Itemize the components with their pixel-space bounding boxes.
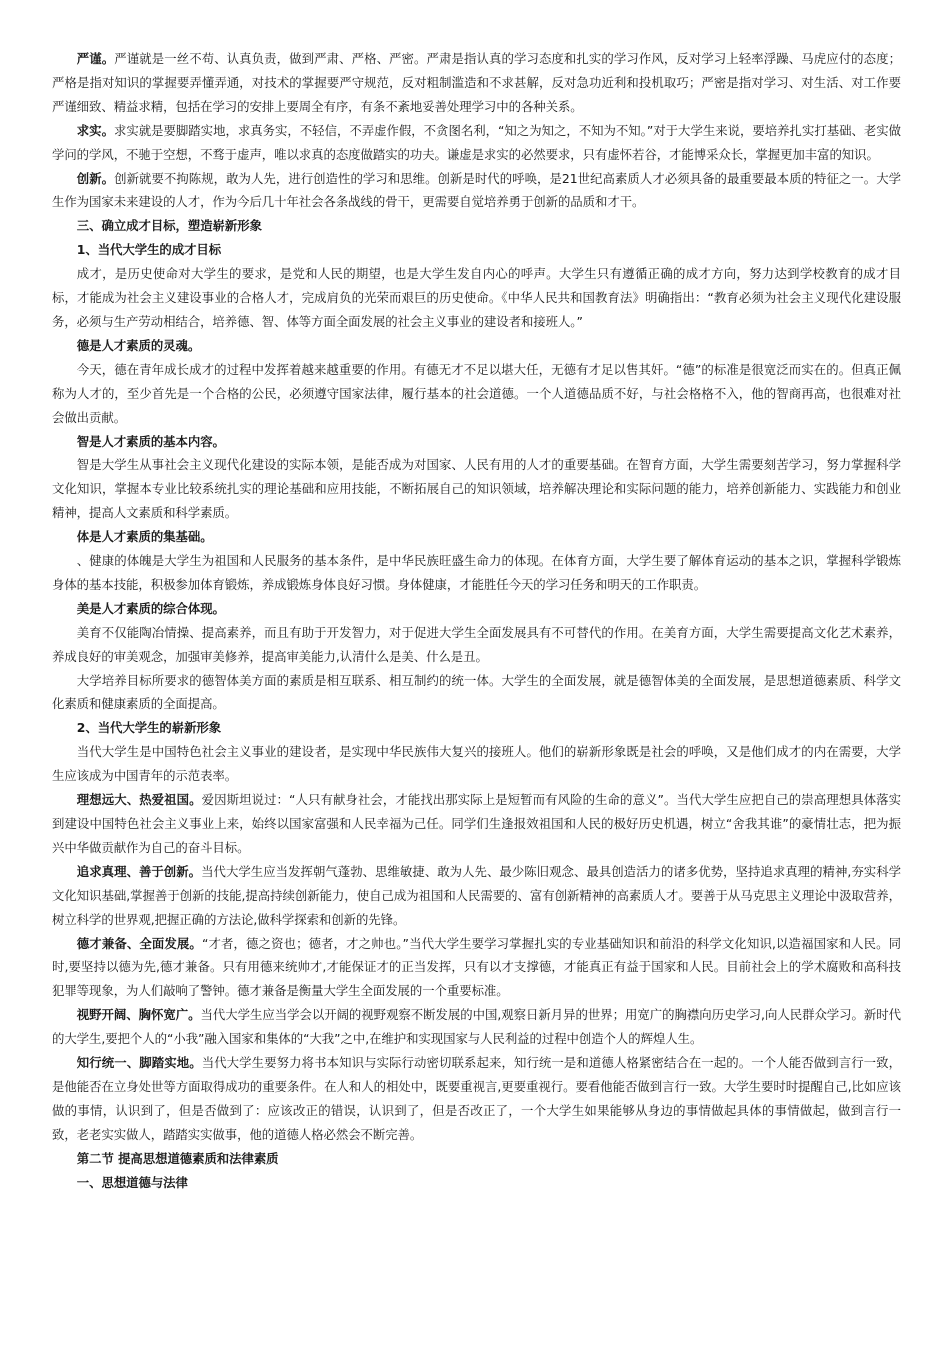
- paragraph-text: 严谨就是一丝不苟、认真负责，做到严肃、严格、严密。严肃是指认真的学习态度和扎实的学习作风，反对学习上轻率浮躁、马虎应付的态度；严格是指对知识的掌握要弄懂弄通，对技术的掌握要严守规范，反对粗制滥造和不求甚解，反对急功近利和投机取巧；严密是指对学习、对生活、对工作要严谨细致、精益求精，包括在学习的安排上要周全有序，有条不紊地妥善处理学习中的各种关系。: [52, 51, 901, 114]
- section-heading-goals: 三、确立成才目标，塑造崭新形象: [76, 218, 262, 234]
- subheading-zhi: 智是人才素质的基本内容。: [76, 433, 225, 449]
- term-shiye: 视野开阔、胸怀宽广。: [76, 1007, 201, 1023]
- paragraph-text: 爱因斯坦说过：“人只有献身社会，才能找出那实际上是短暂而有风险的生命的意义”。当代大学生应把自己的崇高理想具体落实到建设中国特色社会主义事业上来，始终以国家富强和人民幸福为己任。同学们生逢报效祖国和人民的极好历史机遇，树立“舍我其谁”的豪情壮志，把为振兴中华做贡献作为自己的奋斗目标。: [52, 792, 901, 855]
- term-zhenli: 追求真理、善于创新。: [76, 863, 202, 879]
- paragraph-chuangxin: [52, 167, 901, 215]
- paragraph-de: 今天，德在青年成长成才的过程中发挥着越来越重要的作用。有德无才不足以堪大任，无德有才足以售其奸。“德”的标准是很宽泛而实在的。但真正佩称为人才的，至少首先是一个合格的公民，必须遵守国家法律，履行基本的社会道德。一个人道德品质不好，与社会格格不入，他的智商再高，也很难对社会做出贡献。: [52, 361, 901, 425]
- paragraph-zhixing: [52, 1051, 901, 1147]
- paragraph-decai: [52, 932, 901, 1004]
- subheading-de: 德是人才素质的灵魂。: [76, 337, 201, 353]
- paragraph-zhenli: [52, 860, 901, 932]
- subheading-new-image: 2、当代大学生的崭新形象: [76, 720, 222, 736]
- term-qiushi: 求实。: [76, 122, 114, 138]
- paragraph-text: 当代大学生应当学会以开阔的视野观察不断发展的中国,观察日新月异的世界；用宽广的胸襟向历史学习,向人民群众学习。新时代的大学生,要把个人的“小我”融入国家和集体的“大我”之中,在维护和实现国家与人民利益的过程中创造个人的辉煌人生。: [52, 1007, 902, 1047]
- paragraph-zhi: 智是大学生从事社会主义现代化建设的实际本领，是能否成为对国家、人民有用的人才的重要基础。在智育方面，大学生需要刻苦学习，努力掌握科学文化知识，掌握本专业比较系统扎实的理论基础和应用技能，不断拓展自己的知识领域，培养解决理论和实际问题的能力，培养创新能力、实践能力和创业精神，提高人文素质和科学素质。: [52, 457, 901, 521]
- term-zhixing: 知行统一、脚踏实地。: [76, 1055, 202, 1071]
- paragraph-text: 求实就是要脚踏实地，求真务实，不轻信，不弄虚作假，不贪图名利，“知之为知之，不知为不知。”对于大学生来说，要培养扎实打基础、老实做学问的学风，不驰于空想，不骛于虚声，唯以求真的态度做踏实的功夫。谦虚是求实的必然要求，只有虚怀若谷，才能博采众长，掌握更加丰富的知识。: [52, 122, 901, 162]
- term-lixiang: 理想远大、热爱祖国。: [76, 792, 202, 808]
- paragraph-ti: 、健康的体魄是大学生为祖国和人民服务的基本条件，是中华民族旺盛生命力的体现。在体育方面，大学生要了解体育运动的基本之识，掌握科学锻炼身体的基本技能，积极参加体育锻炼，养成锻炼身体良好习惯。身体健康，才能胜任今天的学习任务和明天的工作职责。: [52, 553, 901, 592]
- paragraph-text: 当代大学生应当发挥朝气蓬勃、思维敏捷、敢为人先、最少陈旧观念、最具创造活力的诸多优势，坚持追求真理的精神,夯实科学文化知识基础,掌握善于创新的技能,提高持续创新能力，使自己成为祖国和人民需要的、富有创新精神的高素质人才。要善于从马克思主义理论中汲取营养，树立科学的世界观,把握正确的方法论,做科学探索和创新的先锋。: [52, 863, 902, 927]
- paragraph-lixiang: [52, 788, 901, 860]
- paragraph-mei: 美育不仅能陶冶情操、提高素养，而且有助于开发智力，对于促进大学生全面发展具有不可替代的作用。在美育方面，大学生需要提高文化艺术素养，养成良好的审美观念，加强审美修养，提高审美能力,认清什么是美、什么是丑。: [52, 624, 901, 664]
- paragraph-chengcai: 成才，是历史使命对大学生的要求，是党和人民的期望，也是大学生发自内心的呼声。大学生只有遵循正确的成才方向，努力达到学校教育的成才目标，才能成为社会主义建设事业的合格人才，完成肩负的光荣而艰巨的历史使命。《中华人民共和国教育法》明确指出：“教育必须为社会主义现代化建设服务，必须与生产劳动相结合，培养德、智、体等方面全面发展的社会主义事业的建设者和接班人。”: [52, 266, 901, 329]
- term-decai: 德才兼备、全面发展。: [76, 935, 202, 951]
- subheading-morality-law: 一、思想道德与法律: [76, 1174, 188, 1190]
- subheading-mei: 美是人才素质的综合体现。: [76, 600, 225, 616]
- term-yanjin: 严谨。: [76, 51, 115, 66]
- paragraph-dezhitimei: 大学培养目标所要求的德智体美方面的素质是相互联系、相互制约的统一体。大学生的全面发展，就是德智体美的全面发展，是思想道德素质、科学文化素质和健康素质的全面提高。: [52, 672, 901, 712]
- paragraph-new-image: 当代大学生是中国特色社会主义事业的建设者，是实现中华民族伟大复兴的接班人。他们的崭新形象既是社会的呼唤，又是他们成才的内在需要，大学生应该成为中国青年的示范表率。: [52, 744, 901, 784]
- paragraph-yanjin: [52, 47, 901, 119]
- section-heading-chapter2: 第二节 提高思想道德素质和法律素质: [76, 1150, 279, 1166]
- subheading-ti: 体是人才素质的集基础。: [76, 529, 213, 545]
- subheading-talent-goal: 1、当代大学生的成才目标: [76, 242, 222, 258]
- term-chuangxin: 创新。: [76, 170, 115, 186]
- paragraph-text: 创新就要不拘陈规，敢为人先，进行创造性的学习和思维。创新是时代的呼唤，是21世纪高素质人才必须具备的最重要最本质的特征之一。大学生作为国家未来建设的人才，作为今后几十年社会各条战线的骨干，更需要自觉培养勇于创新的品质和才干。: [52, 170, 901, 210]
- paragraph-text: “才者，德之资也；德者，才之帅也。”当代大学生要学习掌握扎实的专业基础知识和前沿的科学文化知识,以造福国家和人民。同时,要坚持以德为先,德才兼备。只有用德来统帅才,才能保证才的正当发挥，只有以才支撑德，才能真正有益于国家和人民。目前社会上的学术腐败和高科技犯罪等现象，为人们敲响了警钟。德才兼备是衡量大学生全面发展的一个重要标准。: [52, 935, 902, 999]
- paragraph-shiye: [52, 1003, 901, 1051]
- paragraph-text: 当代大学生要努力将书本知识与实际行动密切联系起来，知行统一是和道德人格紧密结合在一起的。一个人能否做到言行一致，是他能否在立身处世等方面取得成功的重要条件。在人和人的相处中，既要重视言,更要重视行。要看他能否做到言行一致。大学生要时时提醒自己,比如应该做的事情，认识到了，但是否做到了：应该改正的错误，认识到了，但是否改正了，一个大学生如果能够从身边的事情做起具体的事情做起，做到言行一致，老老实实做人，踏踏实实做事，他的道德人格必然会不断完善。: [52, 1055, 902, 1142]
- paragraph-qiushi: [52, 119, 901, 167]
